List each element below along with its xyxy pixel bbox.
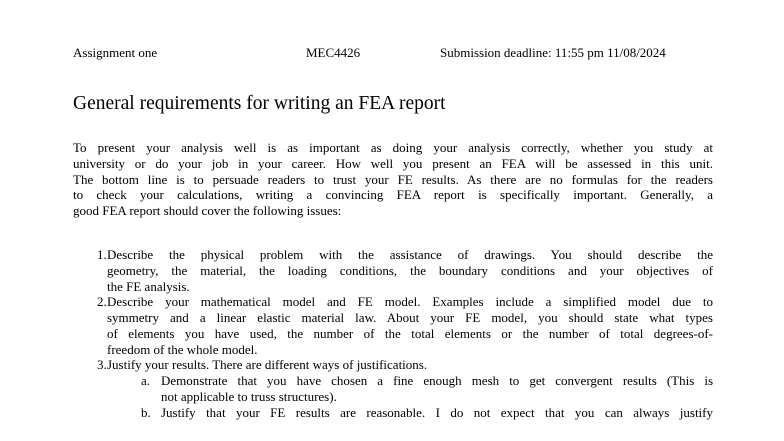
intro-line: To present your analysis well is as important as doing your analysis correctly, whether you study at <box>73 140 713 155</box>
course-code: MEC4426 <box>306 45 361 60</box>
submission-deadline: Submission deadline: 11:55 pm 11/08/2024 <box>440 45 666 60</box>
sub-list-item <box>73 373 713 405</box>
intro-paragraph <box>73 140 713 219</box>
sub-list-item <box>73 405 713 421</box>
document-title: General requirements for writing an FEA report <box>73 93 446 114</box>
sub-list-item-letter: b. <box>141 404 151 420</box>
list-item-number: 2. <box>97 294 107 310</box>
list-item <box>73 357 713 420</box>
list-item-line: Describe your mathematical model and FE model. Examples include a simplified model due to <box>107 294 713 310</box>
list-item-line: the FE analysis. <box>107 278 190 294</box>
list-item <box>73 294 713 357</box>
sub-list-item-letter: a. <box>141 373 151 388</box>
intro-line: university or do your job in your career. How well you present an FEA will be assessed in this unit. <box>73 155 713 171</box>
intro-line: to check your calculations, writing a convincing FEA report is specifically important. Generally, a <box>73 187 713 203</box>
intro-line: good FEA report should cover the following issues: <box>73 203 342 218</box>
list-item-line: Justify your results. There are different ways of justifications. <box>107 357 428 373</box>
list-item <box>73 247 713 294</box>
list-item-number: 3. <box>97 357 107 373</box>
assignment-label: Assignment one <box>73 45 158 60</box>
requirements-list <box>73 247 713 420</box>
sub-list-item-line: not applicable to truss structures). <box>161 388 337 404</box>
list-item-line: symmetry and a linear elastic material law. About your FE model, you should state what types <box>107 310 713 325</box>
list-item-line: geometry, the material, the loading conditions, the boundary conditions and your objectives of <box>107 262 713 278</box>
list-item-line: freedom of the whole model. <box>107 341 258 357</box>
list-item-line: of elements you have used, the number of the total elements or the number of total degrees-of- <box>107 325 713 341</box>
list-item-number: 1. <box>97 247 107 262</box>
sub-list-item-line: Demonstrate that you have chosen a fine enough mesh to get convergent results (This is <box>161 373 713 388</box>
intro-line: The bottom line is to persuade readers to trust your FE results. As there are no formulas for the readers <box>73 171 713 187</box>
list-item-line: Describe the physical problem with the assistance of drawings. You should describe the <box>107 247 713 262</box>
sub-list-item-line: Justify that your FE results are reasonable. I do not expect that you can always justify <box>161 404 713 420</box>
